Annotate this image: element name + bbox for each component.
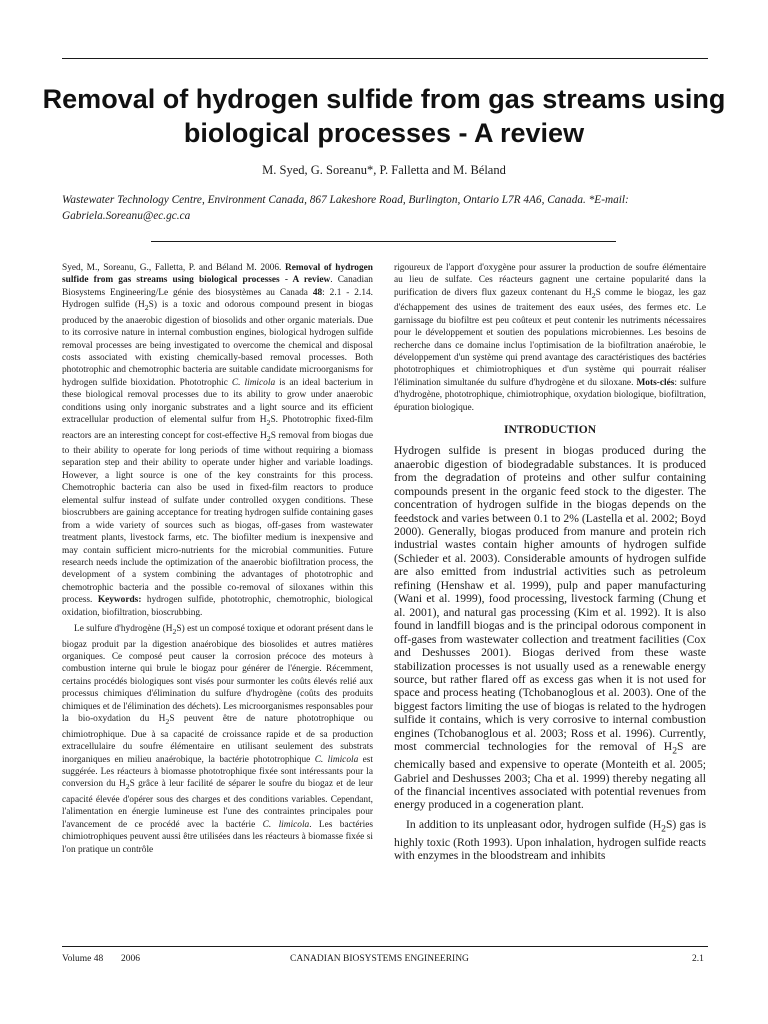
header-divider [151, 241, 616, 242]
keywords-label: Keywords: [97, 595, 142, 606]
introduction-paragraph: In addition to its unpleasant odor, hydrogen sulfide $(H_2S)$ gas is highly toxic (Roth 1993). Upon inhalation, hydrogen sulfide reacts with enzymes in the bloodstream and inhibits [394, 817, 707, 863]
section-heading-introduction: INTRODUCTION [503, 424, 596, 437]
right-column [394, 262, 706, 863]
author-list: M. Syed, G. Soreanu*, P. Falletta and M. Béland [262, 163, 506, 177]
keywords-list: hydrogen sulfide, phototrophic, chemotrophic, biological oxidation, biofiltration, bioscrubbing. [62, 595, 373, 618]
paper-title: Removal of hydrogen sulfide from gas streams using biological processes - A review [42, 84, 726, 148]
resume-paragraph: Le sulfure d'hydrogène $(H_2S)$ est un composé toxique et odorant présent dans le biogaz produit par la digestion anaérobique des biosolides et autres matières organiques. Ce composé peut causer la corrosion précoce des moteurs à combustion interne qui brule le biogaz pour générer de l'énergie. Récemment, certains procédés biologiques sont visés pour surmonter les coûts élevés relié aux processus chimiques d'élimination du sulfure d'hydrogène (coûts des produits chimiques et de l'élimination des déchets). Les microorganismes responsables pour la bio-oxydation du $H_2S$ peuvent être de nature phototrophique ou chimiotrophique. Due à sa capacité de croissance rapide et de sa production extracellulaire du soufre élémentaire en utilisant seulement des substrats inorganiques en milieu anaérobique, la bactérie phototrophique C. limicola est suggérée. Les réacteurs à biomasse phototrophique fixée sont intéressants pour la conversion du $H_2S$ grâce à leur facilité de séparer le soufre du biogaz et de leur capacité élevée d'opérer sous des charges et des conditions variables. Cependant, l'alimentation en énergie lumineuse est l'une des contraintes principales pour l'avancement de ce procédé avec la bactérie C. limicola. Les bactéries chimiotrophiques peuvent aussi être utilisées dans les réacteurs à biomasse fixée si l'on pratique un contrôle [62, 624, 374, 855]
resume-continuation: rigoureux de l'apport d'oxygène pour assurer la production de soufre élémentaire au lieu de sulfate. Ces réacteurs gagnent une certaine popularité dans la purification de divers flux gazeux contenant du $H_2S$ comme le biogaz, les gaz d'échappement des usines de traitement des eaux usées, des fermes etc. Le garnissage du biofiltre est peu coûteux et peut contenir les nutriments nécessaires pour le développement et soutien des populations microbiennes. Les besoins de recherche dans ce domaine inclus l'optimisation de la biofiltration anaérobie, le développement d'un système qui prend avantage des caractéristiques des bactéries phototrophiques et chimiotrophiques et d'un système qui pourrait réaliser l'élimination simultanée du sulfure d'hydrogène et du siloxane. Mots-clés: sulfure d'hydrogène, phototrophique, chimiotrophique, oxydation biologique, biofiltration, épuration biologique. [394, 263, 707, 413]
abstract-paragraph: Syed, M., Soreanu, G., Falletta, P. and Béland M. 2006. Removal of hydrogen sulfide from gas streams using biological processes - A review. Canadian Biosystems Engineering/Le génie des biosystèmes au Canada 48: 2.1 - 2.14. Hydrogen sulfide $(H_2S)$ is a toxic and odorous compound present in biogas produced by the anaerobic digestion of biosolids and other organic materials. Due to its corrosive nature in internal combustion engines, biological hydrogen sulfide removal processes are being investigated to overcome the chemical and disposal costs associated with existing chemically-based removal processes. Both phototrophic and chemotrophic bacteria are suitable candidate microorganisms for hydrogen sulfide bioxidation. Phototrophic C. limicola is an ideal bacterium in these biological removal processes due to its ability to grow under anaerobic conditions using only inorganic substrates and a light source and its efficient extracellular production of elemental sulfur from $H_2S$. Phototrophic fixed-film reactors are an interesting concept for cost-effective $H_2S$ removal from biogas due to their ability to operate for long periods of time without requiring a biomass separation step and their ability to operate under higher and variable loadings. However, a light source is one of the key constraints for this process. Chemotrophic bacteria can also be used in fixed-film reactors to produce elemental sulfur instead of sulfate under controlled oxygen conditions. These bioscrubbers are gaining acceptance for treating hydrogen sulfide containing gases from a wide variety of sources such as biogas, off-gases from wastewater treatment plants, livestock farms, etc. The biofilter medium is inexpensive and may contain sufficient micro-nutrients for the microbial communities. Future research needs include the optimization of the anaerobic biofiltration process, the development of a system combining the advantages of phototrophic and chemotrophic bacteria and the possible co-removal of siloxanes within this process. Keywords: hydrogen sulfide, phototrophic, chemotrophic, biological oxidation, biofiltration, bioscrubbing. [62, 263, 374, 618]
footer-volume: Volume 48 [62, 954, 104, 964]
footer-rule [62, 946, 708, 947]
footer-journal: CANADIAN BIOSYSTEMS ENGINEERING [290, 954, 469, 964]
abstract-citation-title: Removal of hydrogen sulfide from gas streams using biological processes - A review [62, 263, 373, 286]
mots-cles-label: Mots-clés [636, 377, 675, 388]
page-number: 2.1 [692, 954, 704, 964]
affiliation: Wastewater Technology Centre, Environment Canada, 867 Lakeshore Road, Burlington, Ontario L7R 4A6, Canada. *E-mail: Gabriela.Soreanu@ec.gc.ca [62, 194, 629, 222]
top-rule [62, 58, 708, 59]
footer-year: 2006 [121, 954, 140, 964]
introduction-paragraph: Hydrogen sulfide is present in biogas produced during the anaerobic digestion of biodegradable substances. It is produced from the degradation of proteins and other sulfur containing compounds present in the organic feed stock to the digester. The concentration of hydrogen sulfide in the biogas depends on the feedstock and varies between 0.1 to 2% (Lastella et al. 2002; Boyd 2000). Generally, biogas produced from manure and protein rich industrial wastes contain higher amounts of hydrogen sulfide (Schieder et al. 2003). Considerable amounts of hydrogen sulfide are also emitted from industrial activities such as petroleum refining (Henshaw et al. 1999), pulp and paper manufacturing (Wani et al. 1999), food processing, livestock farming (Chung et al. 2001), and natural gas processing (Kim et al. 1992). It is also found in landfill biogas and is the principal odorous component in off-gases from wastewater collection and treatment facilities (Cox and Deshusses 2001). Biogas derived from these waste stabilization processes is not usually used as a renewable energy source, but rather flared off as excess gas when it is not used for space and process heating (Tchobanoglous et al. 2003). One of the biggest factors limiting the use of biogas is related to the hydrogen sulfide it contains, which is very corrosive to internal combustion engines (Tchobanoglous et al. 2003; Ross et al. 1996). Currently, most commercial technologies for the removal of $H_2S$ are chemically based and expensive to operate (Monteith et al. 2005; Gabriel and Deshusses 2003; Cha et al. 1999) thereby negating all of the financial incentives associated with potential revenues from energy produced in a cogeneration plant. [394, 444, 706, 812]
mots-cles-list: : sulfure d'hydrogène, phototrophique, chimiotrophique, oxydation biologique, biofiltration, épuration biologique. [394, 377, 706, 413]
left-column [62, 262, 373, 856]
